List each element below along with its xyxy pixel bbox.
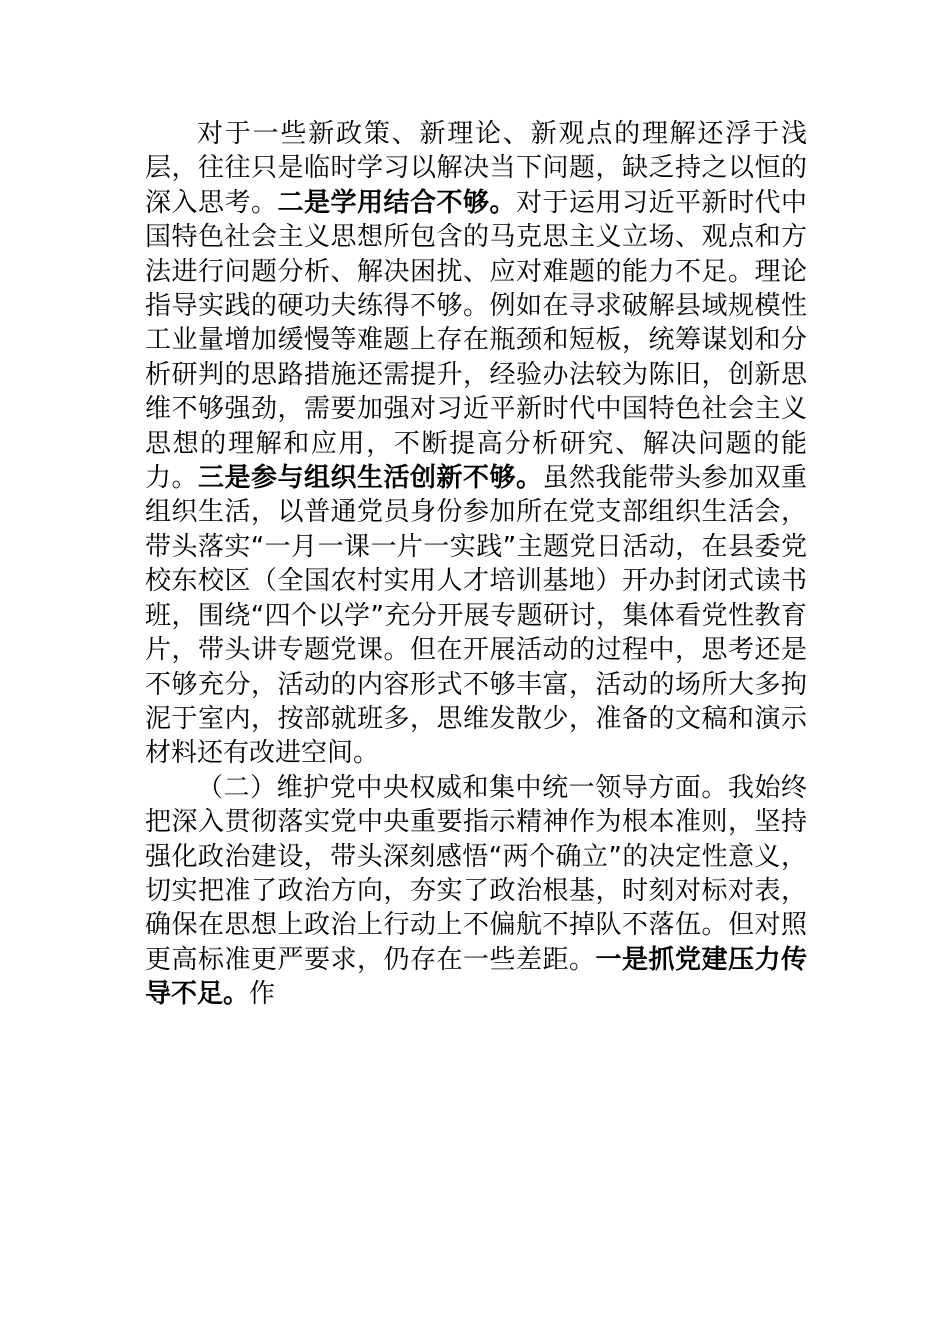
document-body bbox=[145, 117, 807, 1012]
paragraph-1 bbox=[145, 117, 807, 771]
paragraph-2-bold-heading-1: 一是抓党建压力传导不足。 bbox=[145, 944, 807, 1010]
paragraph-1-bold-heading-3: 三是参与组织生活创新不够。 bbox=[198, 463, 543, 494]
paragraph-1-text-3: 虽然我能带头参加双重组织生活，以普通党员身份参加所在党支部组织生活会，带头落实“一月一课一片一实践”主题党日活动，在县委党校东校区（全国农村实用人才培训基地）开办封闭式读书班，围绕“四个以学”充分开展专题研讨，集体看党性教育片，带头讲专题党课。但在开展活动的过程中，思考还是不够充分，活动的内容形式不够丰富，活动的场所大多拘泥于室内，按部就班多，思维发散少，准备的文稿和演示材料还有改进空间。 bbox=[145, 463, 807, 769]
paragraph-2-text-2: 作 bbox=[249, 979, 276, 1010]
paragraph-1-bold-heading-2: 二是学用结合不够。 bbox=[277, 187, 516, 218]
paragraph-2-text-1: （二）维护党中央权威和集中统一领导方面。我始终把深入贯彻落实党中央重要指示精神作为根本准则，坚持强化政治建设，带头深刻感悟“两个确立”的决定性意义，切实把准了政治方向，夯实了政治根基，时刻对标对表，确保在思想上政治上行动上不偏航不掉队不落伍。但对照更高标准更严要求，仍存在一些差距。 bbox=[145, 772, 807, 975]
paragraph-1-text-1: 对于一些新政策、新理论、新观点的理解还浮于浅层，往往只是临时学习以解决当下问题，缺乏持之以恒的深入思考。 bbox=[145, 119, 807, 218]
paragraph-1-text-2: 对于运用习近平新时代中国特色社会主义思想所包含的马克思主义立场、观点和方法进行问题分析、解决困扰、应对难题的能力不足。理论指导实践的硬功夫练得不够。例如在寻求破解县域规模性工业量增加缓慢等难题上存在瓶颈和短板，统筹谋划和分析研判的思路措施还需提升，经验办法较为陈旧，创新思维不够强劲，需要加强对习近平新时代中国特色社会主义思想的理解和应用，不断提高分析研究、解决问题的能力。 bbox=[145, 187, 807, 494]
paragraph-2 bbox=[145, 771, 807, 1012]
